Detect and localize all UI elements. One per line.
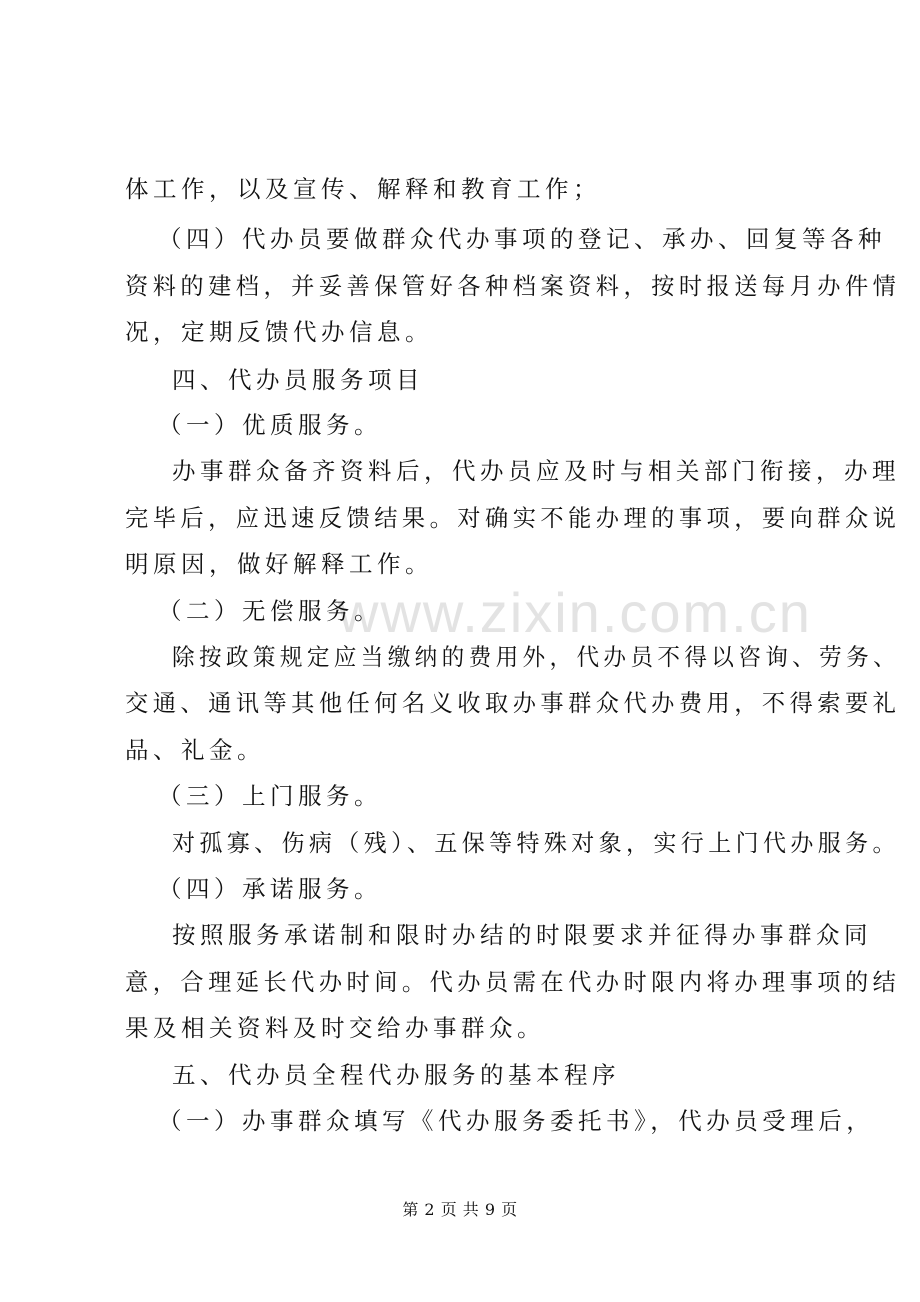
subsection-heading: （一）优质服务。 <box>158 411 382 439</box>
subsection-heading: （一）办事群众填写《代办服务委托书》，代办员受理后， <box>158 1107 875 1135</box>
paragraph-line: 除按政策规定应当缴纳的费用外，代办员不得以咨询、劳务、 <box>172 643 901 671</box>
paragraph-line: 明原因，做好解释工作。 <box>125 550 433 578</box>
paragraph-line: 完毕后，应迅速反馈结果。对确实不能办理的事项，要向群众说 <box>125 504 901 532</box>
paragraph-line: 品、礼金。 <box>125 736 265 764</box>
paragraph-line: 资料的建档，并妥善保管好各种档案资料，按时报送每月办件情 <box>125 272 901 300</box>
subsection-heading: （二）无偿服务。 <box>158 597 382 625</box>
paragraph-line: 按照服务承诺制和限时办结的时限要求并征得办事群众同 <box>172 921 872 949</box>
paragraph-line: 果及相关资料及时交给办事群众。 <box>125 1014 545 1042</box>
section-heading: 四、代办员服务项目 <box>172 366 424 394</box>
subsection-heading: （四）承诺服务。 <box>158 875 382 903</box>
paragraph-line: 体工作，以及宣传、解释和教育工作； <box>125 175 601 203</box>
subsection-heading: （三）上门服务。 <box>158 782 382 810</box>
paragraph-line: 办事群众备齐资料后，代办员应及时与相关部门衔接，办理 <box>172 457 900 485</box>
page-number-footer: 第 2 页 共 9 页 <box>402 1200 518 1219</box>
paragraph-line: 况，定期反馈代办信息。 <box>125 318 433 346</box>
watermark: www.zixin.com.cn <box>338 581 812 644</box>
paragraph-line: 对孤寡、伤病（残）、五保等特殊对象，实行上门代办服务。 <box>172 829 900 857</box>
paragraph-line: 意，合理延长代办时间。代办员需在代办时限内将办理事项的结 <box>125 968 901 996</box>
paragraph-line: （四）代办员要做群众代办事项的登记、承办、回复等各种 <box>158 225 886 253</box>
paragraph-line: 交通、通讯等其他任何名义收取办事群众代办费用，不得索要礼 <box>125 689 901 717</box>
section-heading: 五、代办员全程代办服务的基本程序 <box>172 1061 620 1089</box>
